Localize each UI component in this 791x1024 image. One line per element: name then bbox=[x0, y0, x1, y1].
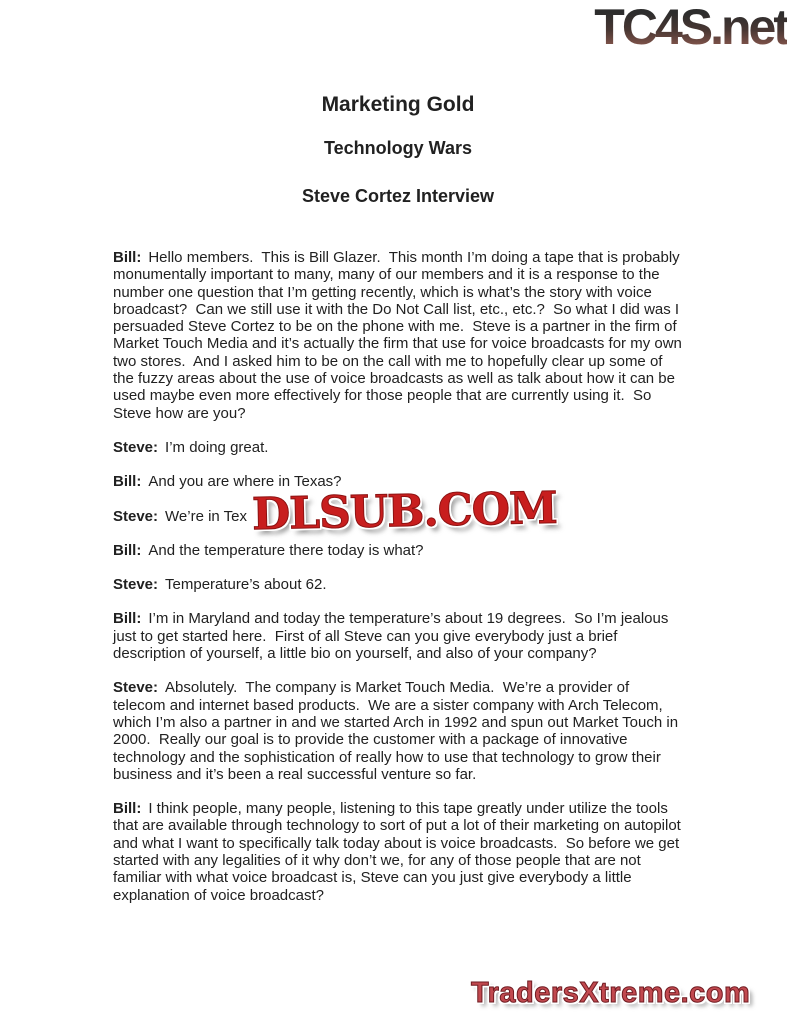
paragraph-text: Temperature’s about 62. bbox=[165, 576, 327, 594]
paragraph bbox=[113, 679, 683, 783]
speaker-label: Steve: bbox=[113, 507, 159, 525]
paragraph bbox=[113, 439, 683, 456]
paragraph-text: And you are where in Texas? bbox=[148, 473, 342, 491]
paragraph-text: I think people, many people, listening to this tape greatly under utilize the tools that are available through technology to sort of put a lot of their marketing on autopilot and what I want to specifically talk today about is voice broadcasts. So before we get started with any legalities of it why don’t we, for any of those people that are not familiar with what voice broadcast is, Steve can you just give everybody a little explanation of voice broadcast? bbox=[113, 800, 686, 904]
speaker-label: Bill: bbox=[113, 541, 142, 559]
tradersxtreme-logo: TradersXtreme.com bbox=[471, 977, 751, 1009]
section-heading: Steve Cortez Interview bbox=[301, 186, 495, 206]
speaker-label: Bill: bbox=[113, 800, 142, 818]
paragraph-text: We’re in Tex bbox=[165, 507, 248, 525]
paragraph-text: Hello members. This is Bill Glazer. This month I’m doing a tape that is probably monumentally important to many, many of our members and it is a response to the number one question that I’m getting recently, which is what’s the story with voice broadcast? Can we still use it with the Do Not Call list, etc., etc.? So what I did was I persuaded Steve Cortez to be on the phone with me. Steve is a partner in the firm of Market Touch Media and it’s actually the firm that use for voice broadcasts for my own two stores. And I asked him to be on the call with me to hopefully clear up some of the fuzzy areas about the use of voice broadcasts as well as talk about how it can be used maybe even more effectively for those people that are currently using it. So Steve how are you? bbox=[113, 249, 687, 422]
paragraph bbox=[113, 610, 683, 662]
speaker-label: Steve: bbox=[113, 438, 159, 456]
document-title: Marketing Gold bbox=[321, 93, 475, 116]
tc4s-logo: TC4S.net bbox=[594, 0, 787, 55]
dlsub-watermark: DLSUB.COM bbox=[251, 482, 558, 541]
speaker-label: Steve: bbox=[113, 679, 159, 697]
paragraph bbox=[113, 800, 686, 904]
paragraph bbox=[113, 249, 687, 422]
speaker-label: Bill: bbox=[113, 610, 142, 628]
paragraph bbox=[113, 542, 683, 559]
paragraph-text: I’m in Maryland and today the temperature’s about 19 degrees. So I’m jealous just to get started here. First of all Steve can you give everybody just a brief description of yourself, a little bio on yourself, and also of your company? bbox=[113, 610, 673, 663]
speaker-label: Steve: bbox=[113, 576, 159, 594]
document-subtitle: Technology Wars bbox=[323, 138, 473, 158]
speaker-label: Bill: bbox=[113, 473, 142, 491]
paragraph bbox=[113, 576, 683, 593]
paragraph-text: I’m doing great. bbox=[165, 438, 269, 456]
paragraph-text: Absolutely. The company is Market Touch Media. We’re a provider of telecom and internet based products. We are a sister company with Arch Telecom, which I’m also a partner in and we started Arch in 1992 and spun out Market Touch in 2000. Really our goal is to provide the customer with a package of innovative technology and the sophistication of really how to use that technology to grow their business and it’s been a real successful venture so far. bbox=[113, 679, 683, 783]
speaker-label: Bill: bbox=[113, 249, 142, 266]
paragraph-text: And the temperature there today is what? bbox=[148, 541, 424, 559]
